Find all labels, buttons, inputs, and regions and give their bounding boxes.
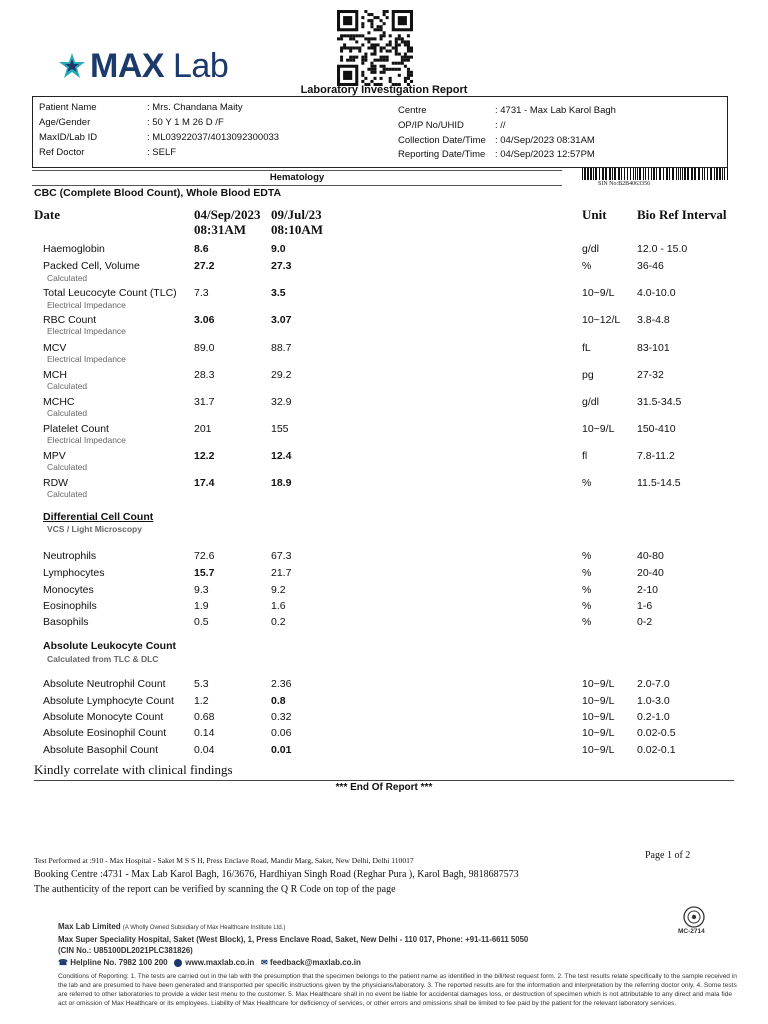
row-ref: 27-32 [637, 369, 664, 381]
row-unit: g/dl [582, 396, 599, 408]
row-method: Electrical Impedance [47, 435, 126, 445]
row-method: Calculated [47, 381, 88, 391]
row-value-current: 0.04 [194, 744, 215, 756]
row-method: Electrical Impedance [47, 300, 126, 310]
hospital-address: Max Super Speciality Hospital, Saket (West Block), 1, Press Enclave Road, Saket, New Delhi - 110 017, Phone: +91-11-6611 5050 [58, 935, 529, 944]
reporting-value: : 04/Sep/2023 12:57PM [495, 149, 595, 160]
centre-value: : 4731 - Max Lab Karol Bagh [495, 105, 616, 116]
ref-doctor-value: : SELF [147, 147, 177, 158]
divider [34, 780, 734, 781]
row-name: Eosinophils [43, 600, 97, 612]
row-method: Calculated [47, 489, 88, 499]
row-value-current: 17.4 [194, 477, 215, 489]
row-value-current: 27.2 [194, 260, 215, 272]
patient-name-value: : Mrs. Chandana Maity [147, 102, 243, 113]
contact-line [58, 958, 361, 967]
row-ref: 11.5-14.5 [637, 477, 681, 489]
conditions-of-reporting: Conditions of Reporting: 1. The tests are carried out in the lab with the presumption that the specimen belongs to the patient name as identified in the bill/test request form. 2. The test results relate specifically to the sample received in the lab and are presumed to have been generated and transported per specific instructions given by the physicians/laboratory. 3. The reported results are for the information and interpretation by the referring doctor only. 4. Some tests are referred to other laboratories to provide a wider test menu to the customer. 5. Max Healthcare shall in no event be liable for accidental damages loss, or destruction of specimen which is not attributable to any direct and mala fide act or omission of Max Healthcare or its employees. Liability of Max Healthcare for deficiency of services, or other errors and omissions shall be limited to fee paid by the patient for the relevant laboratory services. [58, 973, 737, 1007]
row-unit: % [582, 260, 592, 272]
row-value-current: 12.2 [194, 450, 215, 462]
row-unit: 10~9/L [582, 287, 615, 299]
row-method: Electrical Impedance [47, 326, 126, 336]
row-value-current: 1.2 [194, 695, 209, 707]
row-ref: 3.8-4.8 [637, 314, 670, 326]
brand-max: MAX [90, 47, 165, 85]
row-name: Total Leucocyte Count (TLC) [43, 287, 177, 299]
row-ref: 2-10 [637, 584, 659, 596]
op-ip-label: OP/IP No/UHID [398, 120, 464, 131]
row-value-previous: 29.2 [271, 369, 292, 381]
row-value-previous: 0.01 [271, 744, 292, 756]
row-value-current: 89.0 [194, 342, 215, 354]
row-ref: 2.0-7.0 [637, 678, 670, 690]
row-name: Platelet Count [43, 423, 109, 435]
col-date: Date [34, 207, 60, 222]
nabl-seal-icon [676, 906, 712, 928]
row-name: RDW [43, 477, 69, 489]
col-date2-line2: 08:10AM [271, 222, 323, 237]
end-of-report: *** End Of Report *** [335, 782, 433, 793]
row-value-previous: 12.4 [271, 450, 292, 462]
row-unit: % [582, 477, 592, 489]
row-unit: 10~9/L [582, 423, 615, 435]
star-icon [58, 52, 86, 80]
row-ref: 0.2-1.0 [637, 711, 670, 723]
row-method: Calculated [47, 462, 88, 472]
col-unit: Unit [582, 207, 607, 222]
company-subsidiary: (A Wholly Owned Subsidiary of Max Healthcare Institute Ltd.) [122, 925, 286, 931]
alc-title: Absolute Leukocyte Count [43, 640, 177, 652]
row-name: Absolute Monocyte Count [43, 711, 164, 723]
row-value-current: 9.3 [194, 584, 209, 596]
row-value-previous: 67.3 [271, 550, 292, 562]
row-unit: fl [582, 450, 588, 462]
row-unit: 10~9/L [582, 711, 615, 723]
row-ref: 4.0-10.0 [637, 287, 676, 299]
col-date2-line1: 09/Jul/23 [271, 207, 322, 222]
booking-centre: Booking Centre :4731 - Max Lab Karol Bagh, 16/3676, Hardhiyan Singh Road (Reghar Pura ), Karol Bagh, 9818687573 [34, 869, 519, 880]
section-hematology: Hematology [32, 170, 562, 186]
patient-info-box [32, 96, 728, 168]
row-name: Monocytes [43, 584, 94, 596]
row-value-previous: 3.5 [271, 287, 286, 299]
row-name: MPV [43, 450, 66, 462]
row-value-current: 5.3 [194, 678, 209, 690]
row-unit: % [582, 550, 592, 562]
centre-label: Centre [398, 105, 427, 116]
row-unit: pg [582, 369, 594, 381]
row-value-current: 0.68 [194, 711, 215, 723]
row-ref: 83-101 [637, 342, 670, 354]
qr-code [335, 10, 415, 86]
reporting-label: Reporting Date/Time [398, 149, 486, 160]
row-unit: 10~9/L [582, 727, 615, 739]
row-value-previous: 3.07 [271, 314, 292, 326]
row-value-previous: 0.06 [271, 727, 292, 739]
test-title: CBC (Complete Blood Count), Whole Blood EDTA [34, 187, 282, 199]
clinical-remark: Kindly correlate with clinical findings [34, 762, 233, 777]
row-value-current: 0.14 [194, 727, 215, 739]
lab-id-label: MaxID/Lab ID [39, 132, 98, 143]
sin-number: SIN No:B2B4063356 [598, 181, 651, 187]
row-value-current: 201 [194, 423, 212, 435]
row-name: Neutrophils [43, 550, 97, 562]
row-name: Absolute Basophil Count [43, 744, 158, 756]
row-value-current: 1.9 [194, 600, 209, 612]
row-value-current: 7.3 [194, 287, 209, 299]
row-name: Absolute Lymphocyte Count [43, 695, 174, 707]
row-value-previous: 9.0 [271, 243, 286, 255]
row-value-previous: 2.36 [271, 678, 292, 690]
row-name: MCH [43, 369, 67, 381]
row-name: RBC Count [43, 314, 97, 326]
row-unit: % [582, 600, 592, 612]
email-link[interactable]: feedback@maxlab.co.in [269, 958, 361, 967]
alc-method: Calculated from TLC & DLC [47, 654, 159, 664]
row-value-previous: 88.7 [271, 342, 292, 354]
row-ref: 0.02-0.5 [637, 727, 676, 739]
row-value-previous: 32.9 [271, 396, 292, 408]
row-value-previous: 27.3 [271, 260, 292, 272]
row-method: Calculated [47, 408, 88, 418]
row-value-previous: 0.2 [271, 616, 286, 628]
row-method: Calculated [47, 273, 88, 283]
col-date1-line1: 04/Sep/2023 [194, 207, 261, 222]
op-ip-value: : // [495, 120, 506, 131]
row-name: MCV [43, 342, 67, 354]
age-gender-value: : 50 Y 1 M 26 D /F [147, 117, 224, 128]
row-unit: % [582, 616, 592, 628]
row-value-current: 28.3 [194, 369, 215, 381]
row-ref: 40-80 [637, 550, 664, 562]
patient-name-label: Patient Name [39, 102, 97, 113]
row-name: Haemoglobin [43, 243, 105, 255]
row-value-current: 31.7 [194, 396, 215, 408]
phone-icon: ☎ [58, 958, 68, 967]
globe-icon [174, 959, 182, 967]
row-method: Electrical Impedance [47, 354, 126, 364]
row-unit: 10~9/L [582, 744, 615, 756]
row-value-current: 15.7 [194, 567, 215, 579]
row-name: Absolute Eosinophil Count [43, 727, 167, 739]
row-ref: 36-46 [637, 260, 664, 272]
row-name: Lymphocytes [43, 567, 105, 579]
brand-lab: Lab [173, 47, 229, 85]
row-value-previous: 0.32 [271, 711, 292, 723]
test-performed-at: Test Performed at :910 - Max Hospital - Saket M S S H, Press Enclave Road, Mandir Marg, Saket, New Delhi, Delhi 110017 [34, 856, 414, 865]
row-name: Packed Cell, Volume [43, 260, 140, 272]
company-name: Max Lab Limited [58, 922, 121, 931]
cin-number: (CIN No.: U85100DL2021PLC381826) [58, 946, 193, 955]
row-ref: 7.8-11.2 [637, 450, 675, 462]
company-line [58, 922, 285, 931]
cert-number: MC-2714 [678, 928, 705, 935]
ref-doctor-label: Ref Doctor [39, 147, 85, 158]
row-ref: 1-6 [637, 600, 653, 612]
row-value-previous: 9.2 [271, 584, 286, 596]
authenticity-note: The authenticity of the report can be verified by scanning the Q R Code on top of the page [34, 884, 396, 895]
row-value-current: 3.06 [194, 314, 215, 326]
collection-label: Collection Date/Time [398, 135, 486, 146]
row-value-previous: 18.9 [271, 477, 292, 489]
row-value-previous: 1.6 [271, 600, 286, 612]
page-number: Page 1 of 2 [645, 850, 691, 861]
row-ref: 0.02-0.1 [637, 744, 676, 756]
row-ref: 31.5-34.5 [637, 396, 682, 408]
report-title: Laboratory Investigation Report [300, 84, 468, 96]
dlc-method: VCS / Light Microscopy [47, 524, 142, 534]
col-ref: Bio Ref Interval [637, 207, 727, 222]
row-ref: 20-40 [637, 567, 664, 579]
lab-id-value: : ML03922037/4013092300033 [147, 132, 280, 143]
age-gender-label: Age/Gender [39, 117, 91, 128]
row-value-previous: 155 [271, 423, 289, 435]
website-link[interactable]: www.maxlab.co.in [185, 958, 255, 967]
row-value-current: 0.5 [194, 616, 209, 628]
row-value-current: 8.6 [194, 243, 209, 255]
row-unit: % [582, 584, 592, 596]
dlc-title: Differential Cell Count [43, 511, 154, 523]
row-ref: 0-2 [637, 616, 653, 628]
row-ref: 12.0 - 15.0 [637, 243, 688, 255]
helpline: Helpline No. 7982 100 200 [70, 958, 168, 967]
row-value-previous: 21.7 [271, 567, 292, 579]
row-value-current: 72.6 [194, 550, 215, 562]
row-unit: 10~12/L [582, 314, 621, 326]
barcode [582, 168, 728, 182]
row-ref: 1.0-3.0 [637, 695, 670, 707]
row-unit: g/dl [582, 243, 599, 255]
row-unit: fL [582, 342, 591, 354]
row-unit: 10~9/L [582, 678, 615, 690]
col-date1-line2: 08:31AM [194, 222, 246, 237]
row-ref: 150-410 [637, 423, 676, 435]
row-name: Basophils [43, 616, 89, 628]
row-name: MCHC [43, 396, 75, 408]
mail-icon: ✉ [261, 958, 268, 967]
row-name: Absolute Neutrophil Count [43, 678, 166, 690]
row-value-previous: 0.8 [271, 695, 286, 707]
row-unit: % [582, 567, 592, 579]
collection-value: : 04/Sep/2023 08:31AM [495, 135, 595, 146]
row-unit: 10~9/L [582, 695, 615, 707]
